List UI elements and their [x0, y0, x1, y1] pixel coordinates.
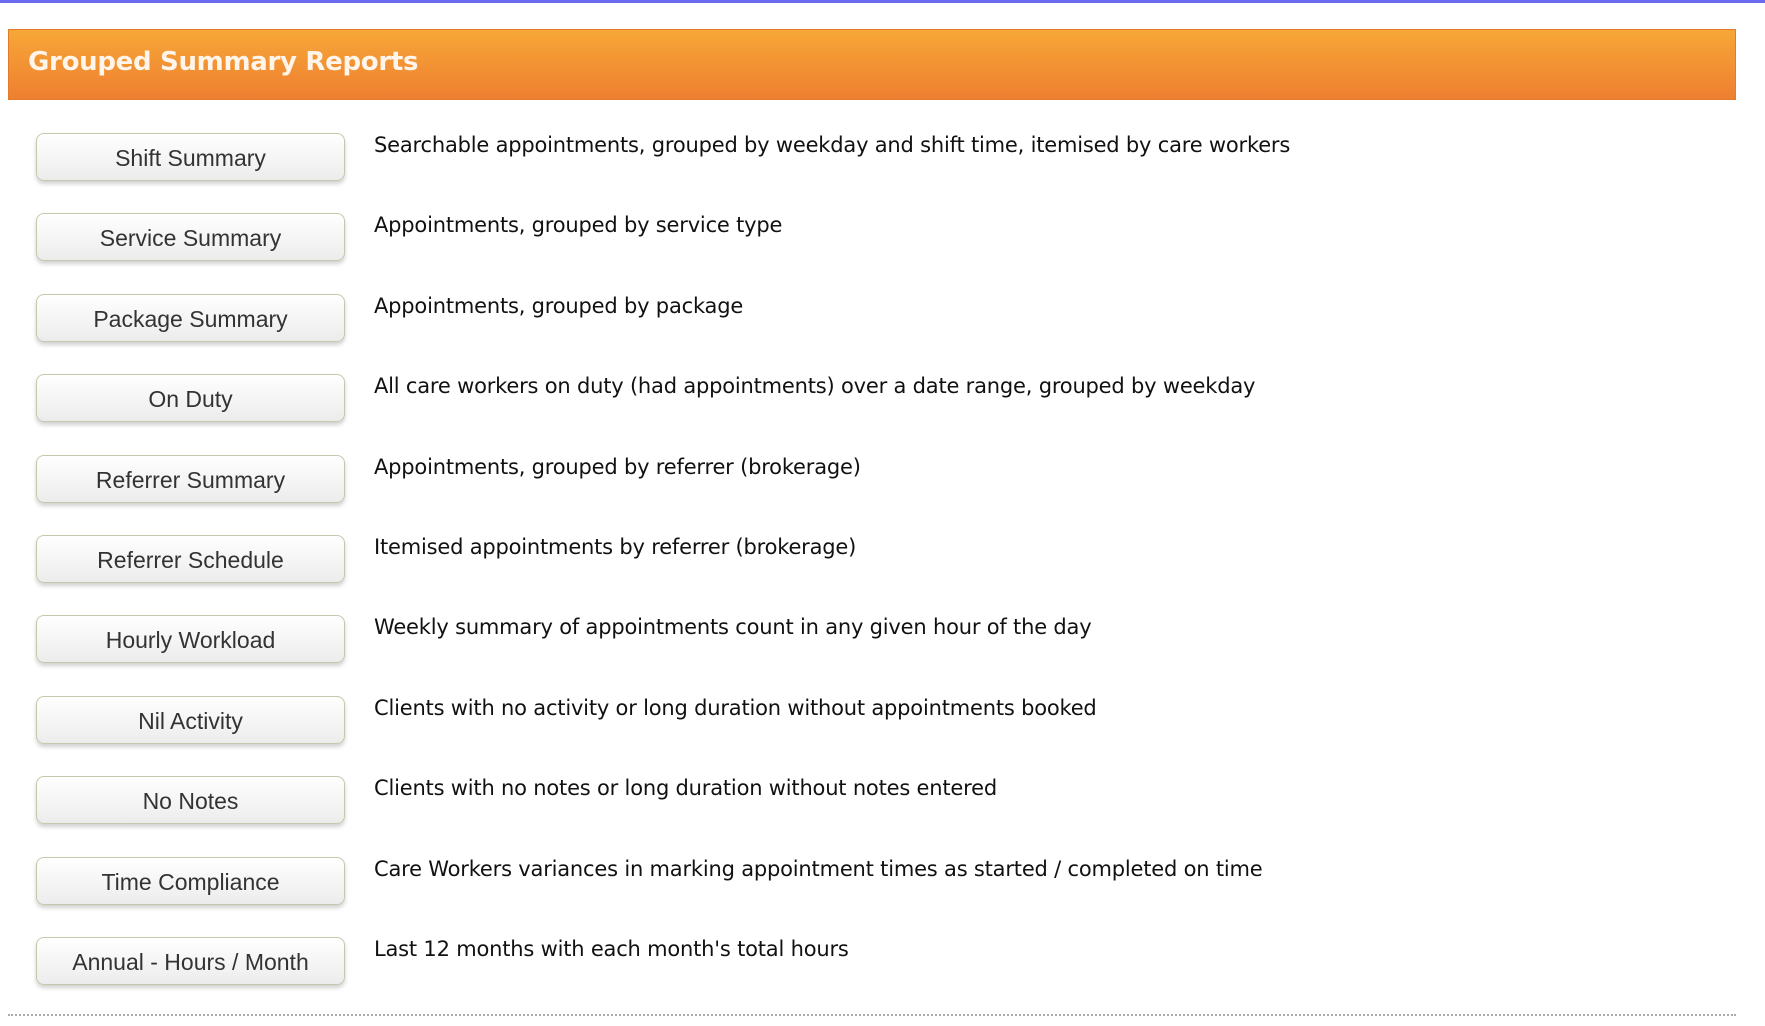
- referrer-summary-button[interactable]: Referrer Summary: [36, 455, 345, 503]
- report-row: [36, 857, 1736, 905]
- report-row: [36, 937, 1736, 985]
- report-description: All care workers on duty (had appointments) over a date range, grouped by weekday: [374, 374, 1256, 399]
- report-description: Clients with no activity or long duration without appointments booked: [374, 695, 1097, 720]
- shift-summary-button[interactable]: Shift Summary: [36, 133, 345, 181]
- report-row: [36, 696, 1736, 744]
- report-row: [36, 535, 1736, 583]
- report-description: Weekly summary of appointments count in any given hour of the day: [374, 615, 1092, 640]
- section-header: [8, 29, 1736, 100]
- report-row: [36, 374, 1736, 422]
- report-description: Appointments, grouped by referrer (brokerage): [374, 454, 861, 479]
- report-description: Itemised appointments by referrer (brokerage): [374, 535, 857, 559]
- report-description: Searchable appointments, grouped by weekday and shift time, itemised by care workers: [374, 133, 1291, 157]
- report-description: Appointments, grouped by service type: [374, 213, 783, 238]
- referrer-schedule-button[interactable]: Referrer Schedule: [36, 535, 345, 583]
- report-description: Clients with no notes or long duration without notes entered: [374, 776, 997, 801]
- annual-hours-month-button[interactable]: Annual - Hours / Month: [36, 937, 345, 985]
- report-row: [36, 455, 1736, 503]
- time-compliance-button[interactable]: Time Compliance: [36, 857, 345, 905]
- report-row: [36, 776, 1736, 824]
- report-row: [36, 294, 1736, 342]
- on-duty-button[interactable]: On Duty: [36, 374, 345, 422]
- report-description: Care Workers variances in marking appointment times as started / completed on time: [374, 856, 1263, 881]
- top-border: [0, 0, 1765, 3]
- report-row: [36, 213, 1736, 261]
- service-summary-button[interactable]: Service Summary: [36, 213, 345, 261]
- report-description: Last 12 months with each month's total hours: [374, 937, 849, 961]
- section-title: Grouped Summary Reports: [28, 47, 419, 77]
- divider: [8, 1014, 1736, 1016]
- nil-activity-button[interactable]: Nil Activity: [36, 696, 345, 744]
- report-row: [36, 615, 1736, 663]
- package-summary-button[interactable]: Package Summary: [36, 294, 345, 342]
- no-notes-button[interactable]: No Notes: [36, 776, 345, 824]
- hourly-workload-button[interactable]: Hourly Workload: [36, 615, 345, 663]
- report-row: [36, 133, 1736, 181]
- report-description: Appointments, grouped by package: [374, 293, 744, 318]
